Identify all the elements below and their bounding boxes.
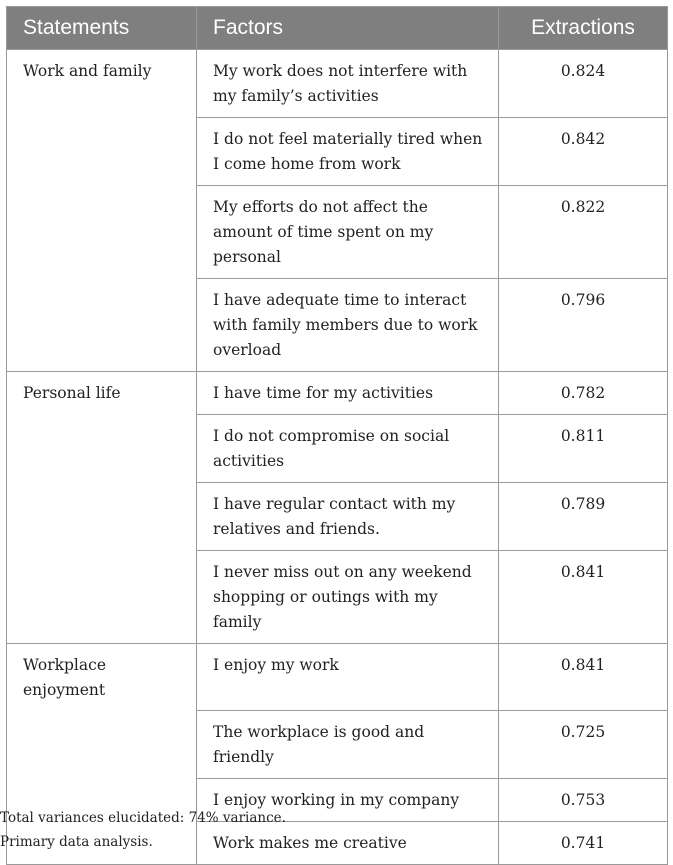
header-extractions: Extractions — [499, 7, 668, 50]
extractions-table — [6, 6, 668, 865]
factor-cell: I do not feel materially tired when I come home from work — [197, 118, 499, 186]
table-row — [7, 644, 668, 711]
extraction-cell: 0.753 — [499, 779, 668, 822]
factor-cell: I have regular contact with my relatives and friends. — [197, 483, 499, 551]
factor-cell: Work makes me creative — [197, 822, 499, 865]
factor-cell: I enjoy working in my company — [197, 779, 499, 822]
extraction-cell: 0.741 — [499, 822, 668, 865]
statement-cell: Work and family — [7, 50, 197, 372]
statement-cell: Workplace enjoyment — [7, 644, 197, 865]
header-row — [7, 7, 668, 50]
table-container — [6, 6, 667, 865]
extraction-cell: 0.789 — [499, 483, 668, 551]
extraction-cell: 0.841 — [499, 644, 668, 711]
extraction-cell: 0.782 — [499, 372, 668, 415]
factor-cell: I never miss out on any weekend shopping or outings with my family — [197, 551, 499, 644]
variance-note: Total variances elucidated: 74% variance. — [0, 810, 286, 826]
factor-cell: My work does not interfere with my family’s activities — [197, 50, 499, 118]
extraction-cell: 0.725 — [499, 711, 668, 779]
table-row — [7, 372, 668, 415]
factor-cell: I enjoy my work — [197, 644, 499, 711]
factor-cell: The workplace is good and friendly — [197, 711, 499, 779]
extraction-cell: 0.824 — [499, 50, 668, 118]
factor-cell: My efforts do not affect the amount of time spent on my personal — [197, 186, 499, 279]
table-notes — [0, 806, 286, 854]
extraction-cell: 0.842 — [499, 118, 668, 186]
extraction-cell: 0.796 — [499, 279, 668, 372]
extraction-cell: 0.822 — [499, 186, 668, 279]
extraction-cell: 0.841 — [499, 551, 668, 644]
extraction-cell: 0.811 — [499, 415, 668, 483]
factor-cell: I have time for my activities — [197, 372, 499, 415]
header-statements: Statements — [7, 7, 197, 50]
factor-cell: I have adequate time to interact with family members due to work overload — [197, 279, 499, 372]
header-factors: Factors — [197, 7, 499, 50]
source-note: Primary data analysis. — [0, 834, 153, 850]
statement-cell: Personal life — [7, 372, 197, 644]
table-row — [7, 50, 668, 118]
factor-cell: I do not compromise on social activities — [197, 415, 499, 483]
